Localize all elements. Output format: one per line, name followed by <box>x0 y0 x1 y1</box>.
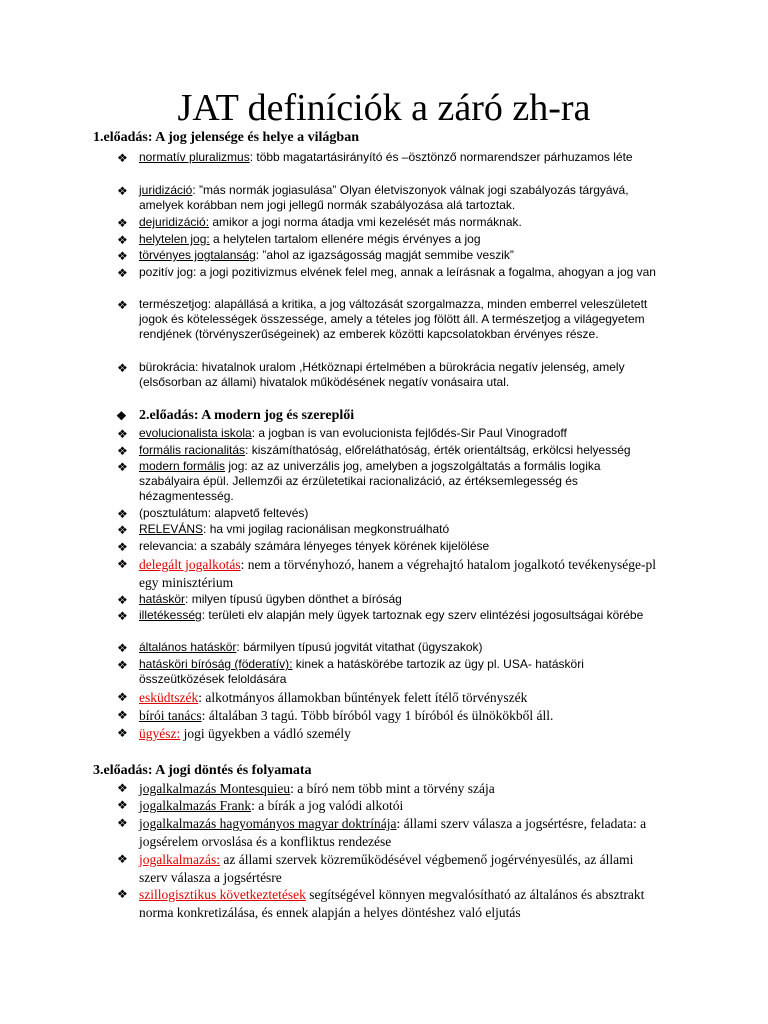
definition: : alkotmányos államokban bűntények felett ítélő törvényszék <box>198 690 528 705</box>
term: RELEVÁNS <box>139 522 204 536</box>
definition: jogi ügyekben a vádló személy <box>180 726 351 741</box>
bullet-icon: ❖ <box>117 523 128 537</box>
list-item <box>117 183 657 213</box>
definition: pozitív jog: a jogi pozitivizmus elvének felel meg, annak a leírásnak a fogalma, ahogyan a jog van <box>139 265 656 279</box>
list-item <box>117 556 657 591</box>
list-item <box>117 426 657 441</box>
definition: : több magatartásirányító és –ösztönző normarendszer párhuzamos léte <box>249 150 633 164</box>
list-item <box>117 780 657 798</box>
bullet-icon: ❖ <box>117 708 128 722</box>
definition: : a bírák a jog valódi alkotói <box>251 798 404 813</box>
definition: : állami szerv válasza a jogsértésre, feladata: a jogsérelem orvoslása és a konfliktus rendezése <box>139 816 647 849</box>
definition: : bármilyen típusú jogvitát vitathat (ügyszakok) <box>236 640 483 654</box>
bullet-icon: ❖ <box>117 361 128 375</box>
list-item <box>117 657 657 687</box>
bullet-icon: ❖ <box>117 690 128 704</box>
definition: segítségével könnyen megvalósítható az általános és absztrakt norma konkretizálása, és ennek alapján a helyes döntéshez való eljutás <box>139 887 645 920</box>
list-item <box>117 297 657 342</box>
term: juridizáció <box>139 183 193 197</box>
term: formális racionalitás <box>139 443 246 457</box>
term: hatásköri bíróság (föderatív): <box>139 657 293 671</box>
section-heading-2: ❖ 2.előadás: A modern jog és szereplői <box>116 408 355 423</box>
list-item <box>117 707 657 725</box>
definition: : a bíró nem több mint a törvény szája <box>290 781 495 796</box>
definition: relevancia: a szabály számára lényeges tények körének kijelölése <box>139 539 490 553</box>
definition: kinek a hatáskörébe tartozik az ügy pl. USA- hatásköri összeütközések feloldására <box>139 657 584 686</box>
bullet-icon: ❖ <box>117 216 128 230</box>
bullet-icon: ❖ <box>117 507 128 521</box>
bullet-icon: ❖ <box>117 298 128 312</box>
definition: : a jogban is van evolucionista fejlődés-Sir Paul Vinogradoff <box>251 426 567 440</box>
bullet-icon: ❖ <box>117 852 128 866</box>
definition: (posztulátum: alapvető feltevés) <box>139 506 309 520</box>
bullet-icon: ❖ <box>117 540 128 554</box>
term: normatív pluralizmus <box>139 150 250 164</box>
term: helytelen jog: <box>139 232 210 246</box>
list-item <box>117 459 657 504</box>
list-item <box>117 886 657 921</box>
bullet-icon: ❖ <box>117 593 128 607</box>
term: általános hatáskör <box>139 640 237 654</box>
bullet-icon: ❖ <box>117 798 128 812</box>
list-item <box>117 506 657 521</box>
section-heading-3: 3.előadás: A jogi döntés és folyamata <box>93 763 312 778</box>
bullet-icon: ❖ <box>117 816 128 830</box>
list-item <box>117 797 657 815</box>
term: jogalkalmazás hagyományos magyar doktrínája <box>139 816 397 831</box>
bullet-icon: ❖ <box>117 444 128 458</box>
bullet-icon: ❖ <box>117 266 128 280</box>
bullet-icon: ❖ <box>117 641 128 655</box>
definition: a helytelen tartalom ellenére mégis érvényes a jog <box>209 232 481 246</box>
term: jogalkalmazás: <box>139 852 220 867</box>
term: szillogisztikus következtetések <box>139 887 306 902</box>
term: dejuridizáció: <box>139 215 210 229</box>
term: modern formális <box>139 459 226 473</box>
bullet-icon: ❖ <box>117 249 128 263</box>
bullet-icon: ❖ <box>117 233 128 247</box>
term: delegált jogalkotás <box>139 557 241 572</box>
list-item <box>117 215 657 230</box>
definition: : ”ahol az igazságosság magját semmibe veszik” <box>255 248 514 262</box>
term: illetékesség <box>139 608 202 622</box>
term: jogalkalmazás Frank <box>139 798 252 813</box>
definition: : területi elv alapján mely ügyek tartoznak egy szerv elintézési jogosultságai körébe <box>201 608 644 622</box>
definition: : milyen típusú ügyben dönthet a bíróság <box>185 592 402 606</box>
term: esküdtszék <box>139 690 199 705</box>
list-item <box>117 248 657 263</box>
list-item <box>117 443 657 458</box>
list-item <box>117 815 657 850</box>
bullet-icon: ❖ <box>117 609 128 623</box>
bullet-icon: ❖ <box>116 409 127 423</box>
definition: : ”más normák jogiasulása” Olyan életviszonyok válnak jogi szabályozás tárgyává, amelyek korábban nem jogi jellegű normák szabályozása alá tartoztak. <box>139 183 629 212</box>
definition: : ha vmi jogilag racionálisan megkonstruálható <box>203 522 450 536</box>
definition: : kiszámíthatóság, előreláthatóság, érték orientáltság, erkölcsi helyesség <box>245 443 631 457</box>
bullet-icon: ❖ <box>117 151 128 165</box>
list-item <box>117 265 657 280</box>
term: jogalkalmazás Montesquieu <box>139 781 291 796</box>
term: bírói tanács <box>139 708 202 723</box>
list-item <box>117 592 657 607</box>
term: evolucionalista iskola <box>139 426 252 440</box>
bullet-icon: ❖ <box>117 726 128 740</box>
definition: az állami szervek közreműködésével végbemenő jogérvényesülés, az állami szerv válasza a jogsértésre <box>139 852 634 885</box>
bullet-icon: ❖ <box>117 887 128 901</box>
bullet-icon: ❖ <box>117 184 128 198</box>
list-item <box>117 150 657 165</box>
list-item <box>117 608 657 623</box>
definition: : nem a törvényhozó, hanem a végrehajtó hatalom jogalkotó tevékenysége-pl egy minisztérium <box>139 557 656 590</box>
list-item <box>117 232 657 247</box>
bullet-icon: ❖ <box>117 460 128 474</box>
bullet-icon: ❖ <box>117 557 128 571</box>
section-heading-1: 1.előadás: A jog jelensége és helye a világban <box>93 130 359 145</box>
definition: természetjog: alapállásá a kritika, a jog változását szorgalmazza, minden emberrel veleszületett jogok és kötelességek összessége, amely a tételes jog fölött áll. A természetjog a világegyetem rendjének (törvényszerűségeinek) az emberek közötti kapcsolatokban érvényes része. <box>139 297 648 341</box>
list-item <box>117 725 657 743</box>
list-item <box>117 851 657 886</box>
definition: jog: az az univerzális jog, amelyben a jogszolgáltatás a formális logika szabályaira épül. Jellemzői az érzületetikai racionalizáció, az értéksemlegesség és hézagmentesség. <box>139 459 601 503</box>
list-item <box>117 640 657 655</box>
list-item <box>117 522 657 537</box>
definition: amikor a jogi norma átadja vmi kezelését más normáknak. <box>209 215 522 229</box>
list-item <box>117 360 657 390</box>
definition: : általában 3 tagú. Több bíróból vagy 1 bíróból és ülnökökből áll. <box>201 708 554 723</box>
bullet-icon: ❖ <box>117 427 128 441</box>
page-title: JAT definíciók a záró zh-ra <box>177 87 591 129</box>
bullet-icon: ❖ <box>117 658 128 672</box>
list-item <box>117 689 657 707</box>
list-item <box>117 539 657 554</box>
bullet-icon: ❖ <box>117 781 128 795</box>
definition: bürokrácia: hivatalnok uralom ,Hétköznapi értelmében a bürokrácia negatív jelenség, amely (elsősorban az állami) hivatalok működésének negatív vonásaira utal. <box>139 360 625 389</box>
term: törvényes jogtalanság <box>139 248 256 262</box>
term: ügyész: <box>139 726 181 741</box>
term: hatáskör <box>139 592 186 606</box>
